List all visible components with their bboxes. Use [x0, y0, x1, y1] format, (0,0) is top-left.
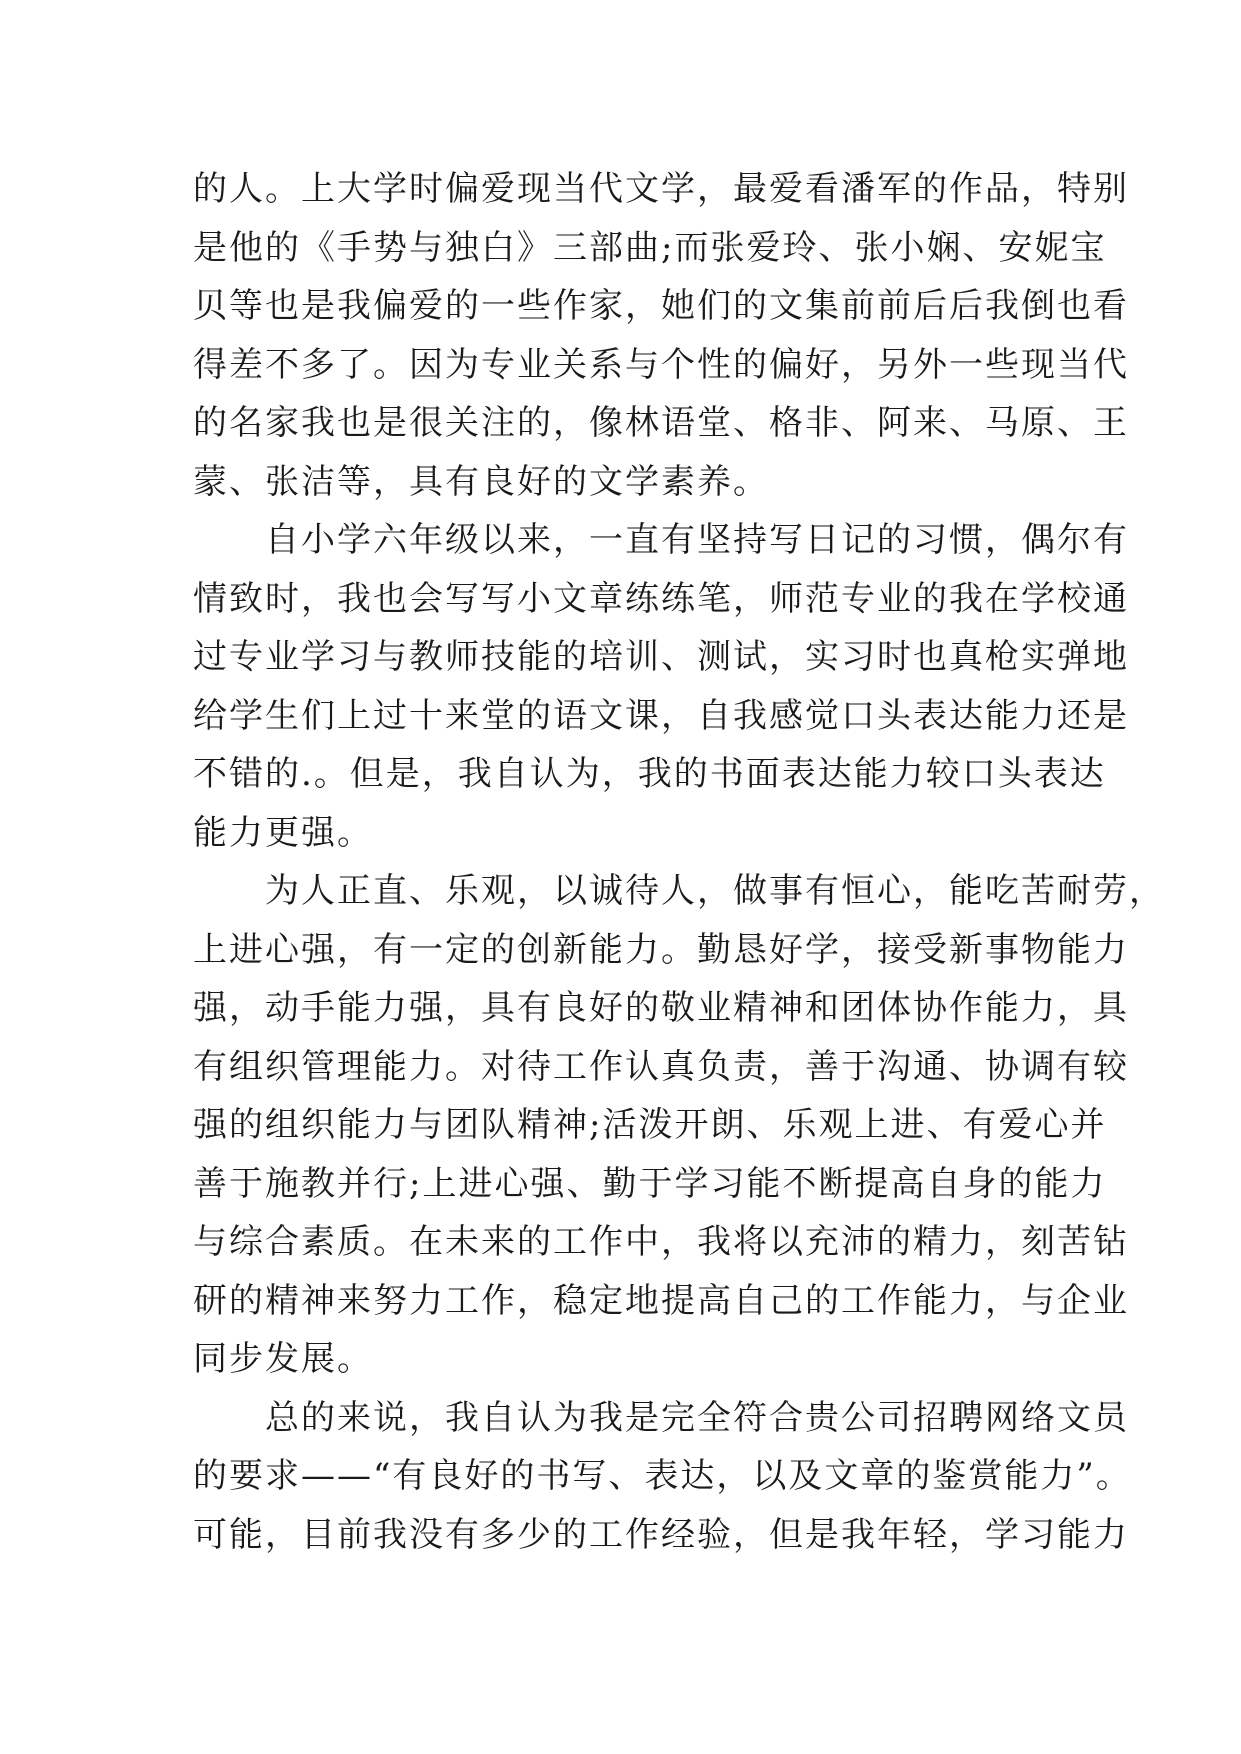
text-line: 有组织管理能力。对待工作认真负责，善于沟通、协调有较 — [193, 1046, 1129, 1087]
text-line: 善于施教并行;上进心强、勤于学习能不断提高自身的能力 — [193, 1163, 1107, 1204]
text-line: 的要求——“有良好的书写、表达，以及文章的鉴赏能力”。 — [193, 1456, 1132, 1496]
text-line: 的名家我也是很关注的，像林语堂、格非、阿来、马原、王 — [193, 403, 1129, 443]
paragraph-first-line: 自小学六年级以来，一直有坚持写日记的习惯，偶尔有 — [265, 520, 1129, 560]
text-line: 的人。上大学时偏爱现当代文学，最爱看潘军的作品，特别 — [193, 169, 1129, 209]
text-line: 与综合素质。在未来的工作中，我将以充沛的精力，刻苦钻 — [193, 1222, 1129, 1262]
text-line: 研的精神来努力工作，稳定地提高自己的工作能力，与企业 — [193, 1280, 1129, 1321]
text-line: 得差不多了。因为专业关系与个性的偏好，另外一些现当代 — [193, 344, 1129, 385]
text-line: 上进心强，有一定的创新能力。勤恳好学，接受新事物能力 — [193, 929, 1129, 970]
text-line: 强，动手能力强，具有良好的敬业精神和团体协作能力，具 — [193, 988, 1129, 1028]
text-line: 可能，目前我没有多少的工作经验，但是我年轻，学习能力 — [193, 1514, 1129, 1555]
text-line: 不错的.。但是，我自认为，我的书面表达能力较口头表达 — [193, 754, 1106, 794]
text-line: 过专业学习与教师技能的培训、测试，实习时也真枪实弹地 — [193, 637, 1129, 677]
text-line: 给学生们上过十来堂的语文课，自我感觉口头表达能力还是 — [193, 695, 1129, 736]
text-line: 强的组织能力与团队精神;活泼开朗、乐观上进、有爱心并 — [193, 1105, 1107, 1145]
text-line: 蒙、张洁等，具有良好的文学素养。 — [193, 461, 769, 502]
text-line: 同步发展。 — [193, 1339, 373, 1379]
paragraph-first-line: 为人正直、乐观，以诚待人，做事有恒心，能吃苦耐劳， — [265, 871, 1165, 911]
body-text — [193, 160, 1165, 1564]
text-line: 贝等也是我偏爱的一些作家，她们的文集前前后后我倒也看 — [193, 286, 1129, 326]
text-line: 是他的《手势与独白》三部曲;而张爱玲、张小娴、安妮宝 — [193, 227, 1107, 268]
text-line: 情致时，我也会写写小文章练练笔，师范专业的我在学校通 — [193, 578, 1129, 619]
text-line: 能力更强。 — [193, 812, 373, 853]
paragraph-first-line: 总的来说，我自认为我是完全符合贵公司招聘网络文员 — [265, 1397, 1129, 1438]
